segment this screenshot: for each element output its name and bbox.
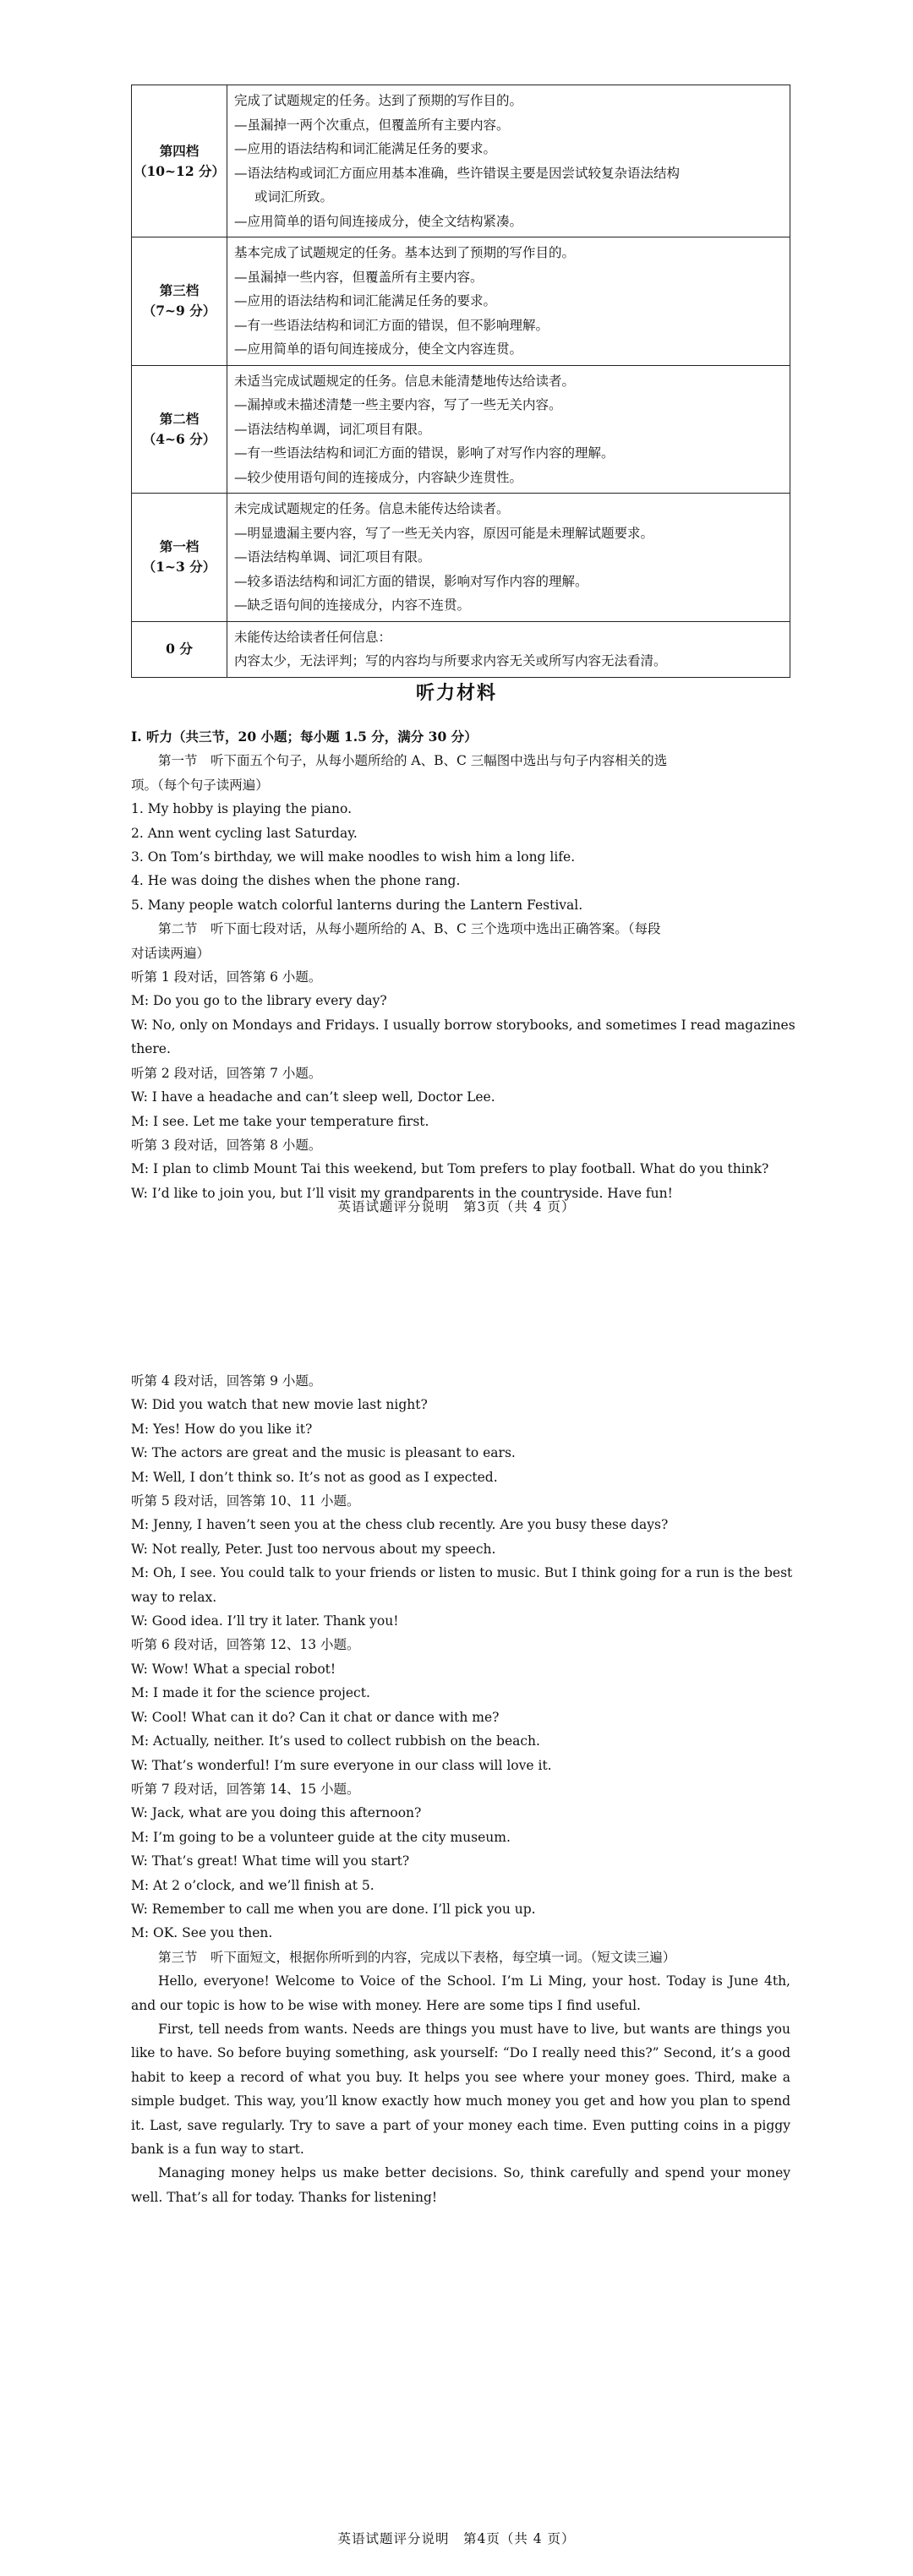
- text-line: 2. Ann went cycling last Saturday.: [131, 825, 358, 841]
- grade-level-cell: [132, 237, 227, 366]
- grade-description: [227, 621, 790, 677]
- grade-criterion: —漏掉或未描述清楚一些主要内容，写了一些无关内容。: [234, 397, 562, 412]
- text-line: W: Wow! What a special robot!: [131, 1661, 336, 1677]
- grade-range: （7~9 分）: [142, 303, 216, 319]
- text-line: M: OK. See you then.: [131, 1925, 273, 1941]
- text-line: 对话读两遍）: [131, 945, 210, 961]
- passage-paragraph: Hello, everyone! Welcome to Voice of the School. I’m Li Ming, your host. Today is June 4th, and our topic is how to be wise with money. Here are some tips I find useful.: [131, 1973, 790, 2013]
- text-line: 听第 7 段对话，回答第 14、15 小题。: [131, 1781, 360, 1797]
- text-line: 第三节 听下面短文，根据你所听到的内容，完成以下表格，每空填一词。（短文读三遍）: [158, 1949, 676, 1965]
- text-line: M: I see. Let me take your temperature first.: [131, 1113, 429, 1129]
- text-line: 第二节 听下面七段对话，从每小题所给的 A、B、C 三个选项中选出正确答案。（每段: [158, 921, 661, 937]
- text-line: W: Remember to call me when you are done. I’ll pick you up.: [131, 1901, 536, 1917]
- grade-description: [227, 365, 790, 494]
- grade-criterion: 完成了试题规定的任务。达到了预期的写作目的。: [234, 93, 523, 108]
- grade-row: [132, 365, 790, 494]
- page-footer-3: 英语试题评分说明 第3页（共 4 页）: [337, 1199, 576, 1214]
- grade-criterion: —有一些语法结构和词汇方面的错误，影响了对写作内容的理解。: [234, 445, 615, 461]
- text-line: W: Good idea. I’ll try it later. Thank you!: [131, 1613, 399, 1629]
- text-line: 听第 3 段对话，回答第 8 小题。: [131, 1137, 322, 1153]
- text-line: way to relax.: [131, 1589, 217, 1605]
- grade-criterion: 内容太少，无法评判；写的内容均与所要求内容无关或所写内容无法看清。: [234, 653, 667, 669]
- grade-level-cell: [132, 85, 227, 237]
- grade-description: [227, 85, 790, 237]
- grade-range: （10~12 分）: [133, 162, 226, 179]
- text-line: 项。（每个句子读两遍）: [131, 777, 269, 793]
- text-line: 听第 5 段对话，回答第 10、11 小题。: [131, 1493, 360, 1509]
- grade-level-cell: [132, 621, 227, 677]
- text-line: W: No, only on Mondays and Fridays. I usually borrow storybooks, and sometimes I read magazines: [131, 1017, 795, 1033]
- grade-level: 第二档: [159, 410, 200, 427]
- grade-criterion: —缺乏语句间的连接成分，内容不连贯。: [234, 598, 471, 613]
- text-line: W: That’s great! What time will you start?: [131, 1853, 410, 1869]
- text-line: W: I have a headache and can’t sleep well, Doctor Lee.: [131, 1089, 495, 1105]
- grade-criterion: —应用简单的语句间连接成分，使全文结构紧凑。: [234, 213, 523, 229]
- text-line: 1. My hobby is playing the piano.: [131, 801, 353, 817]
- grade-level-cell: [132, 365, 227, 494]
- grade-criterion: —较多语法结构和词汇方面的错误，影响对写作内容的理解。: [234, 573, 588, 589]
- text-line: M: Oh, I see. You could talk to your friends or listen to music. But I think going for a run is the best: [131, 1565, 793, 1581]
- text-line: M: Well, I don’t think so. It’s not as good as I expected.: [131, 1469, 498, 1485]
- grade-criterion: 未完成试题规定的任务。信息未能传达给读者。: [234, 501, 510, 516]
- text-line: 听第 1 段对话，回答第 6 小题。: [131, 969, 322, 985]
- text-line: M: I’m going to be a volunteer guide at the city museum.: [131, 1829, 511, 1845]
- grade-criterion: —语法结构单调、词汇项目有限。: [234, 549, 431, 565]
- grade-level: 第四档: [159, 142, 200, 159]
- text-line: W: Did you watch that new movie last night?: [131, 1397, 428, 1413]
- part2-lines: [131, 1369, 793, 1969]
- grade-description: [227, 237, 790, 366]
- text-line: M: Actually, neither. It’s used to collect rubbish on the beach.: [131, 1733, 540, 1749]
- grade-range: （4~6 分）: [142, 430, 216, 447]
- text-line: W: Jack, what are you doing this afternoon?: [131, 1805, 422, 1821]
- section-title: 听力材料: [415, 682, 497, 704]
- grade-row: [132, 494, 790, 622]
- text-line: M: Do you go to the library every day?: [131, 993, 387, 1009]
- grade-criterion: —虽漏掉一两个次重点，但覆盖所有主要内容。: [234, 117, 510, 133]
- text-line: W: That’s wonderful! I’m sure everyone in our class will love it.: [131, 1757, 552, 1773]
- grade-level: 0 分: [166, 641, 193, 657]
- grade-criterion: 基本完成了试题规定的任务。基本达到了预期的写作目的。: [234, 245, 576, 260]
- passage-paragraph: Managing money helps us make better decisions. So, think carefully and spend your money well. That’s all for today. Thanks for listening!: [131, 2165, 790, 2205]
- grade-level: 第三档: [159, 282, 200, 299]
- passage-paragraph: First, tell needs from wants. Needs are things you must have to live, but wants are things you like to have. So before buying something, ask yourself: “Do I really need this?” Second, it’s a good habit to keep a record of what you buy. It helps you see where your money goes. Third, make a simple budget. This way, you’ll know exactly how much money you get and how you plan to spend it. Last, save regularly. Try to save a part of your money each time. Even putting coins in a piggy bank is a fun way to start.: [131, 2021, 790, 2157]
- listening-part-1: [131, 725, 795, 1205]
- grade-criterion: —语法结构或词汇方面应用基本准确，些许错误主要是因尝试较复杂语法结构: [234, 165, 681, 181]
- grade-criterion: —较少使用语句间的连接成分，内容缺少连贯性。: [234, 469, 523, 485]
- text-line: M: Jenny, I haven’t seen you at the chess club recently. Are you busy these days?: [131, 1517, 669, 1533]
- text-line: W: Cool! What can it do? Can it chat or dance with me?: [131, 1709, 500, 1725]
- grade-criterion: 未能传达给读者任何信息：: [234, 629, 392, 645]
- grade-criterion: —应用简单的语句间连接成分，使全文内容连贯。: [234, 341, 523, 357]
- grade-range: （1~3 分）: [142, 559, 216, 576]
- text-line: 5. Many people watch colorful lanterns during the Lantern Festival.: [131, 897, 583, 913]
- text-line: W: The actors are great and the music is pleasant to ears.: [131, 1445, 516, 1461]
- text-line: M: I made it for the science project.: [131, 1685, 370, 1701]
- grade-criterion: 或词汇所致。: [254, 189, 334, 205]
- part1-lines: [131, 749, 795, 1205]
- grading-table: [131, 85, 790, 678]
- text-line: M: I plan to climb Mount Tai this weekend, but Tom prefers to play football. What do you think?: [131, 1161, 769, 1177]
- text-line: 4. He was doing the dishes when the phone rang.: [131, 873, 461, 889]
- passage: [131, 1969, 790, 2209]
- text-line: 第一节 听下面五个句子，从每小题所给的 A、B、C 三幅图中选出与句子内容相关的选: [158, 753, 668, 769]
- grade-level-cell: [132, 494, 227, 622]
- grade-description: [227, 494, 790, 622]
- grade-criterion: —明显遗漏主要内容，写了一些无关内容，原因可能是未理解试题要求。: [234, 525, 654, 541]
- grade-level: 第一档: [159, 538, 200, 555]
- grade-row: [132, 85, 790, 237]
- text-line: W: Not really, Peter. Just too nervous about my speech.: [131, 1541, 496, 1557]
- grade-criterion: —虽漏掉一些内容，但覆盖所有主要内容。: [234, 269, 484, 285]
- text-line: M: Yes! How do you like it?: [131, 1421, 313, 1437]
- text-line: 3. On Tom’s birthday, we will make noodles to wish him a long life.: [131, 849, 576, 865]
- grade-criterion: 未适当完成试题规定的任务。信息未能清楚地传达给读者。: [234, 373, 576, 389]
- grade-criterion: —有一些语法结构和词汇方面的错误，但不影响理解。: [234, 317, 549, 333]
- listening-heading: I. 听力（共三节，20 小题；每小题 1.5 分，满分 30 分）: [131, 729, 478, 745]
- text-line: W: I’d like to join you, but I’ll visit my grandparents in the countryside. Have fun!: [131, 1185, 673, 1201]
- grade-row: [132, 237, 790, 366]
- grade-criterion: —应用的语法结构和词汇能满足任务的要求。: [234, 293, 497, 308]
- page-footer-4: 英语试题评分说明 第4页（共 4 页）: [337, 2531, 576, 2546]
- text-line: 听第 6 段对话，回答第 12、13 小题。: [131, 1637, 360, 1653]
- grade-criterion: —应用的语法结构和词汇能满足任务的要求。: [234, 141, 497, 156]
- text-line: 听第 4 段对话，回答第 9 小题。: [131, 1373, 322, 1389]
- text-line: M: At 2 o’clock, and we’ll finish at 5.: [131, 1877, 374, 1893]
- grade-criterion: —语法结构单调，词汇项目有限。: [234, 421, 431, 437]
- grade-row: [132, 621, 790, 677]
- text-line: 听第 2 段对话，回答第 7 小题。: [131, 1065, 322, 1081]
- listening-part-2: [131, 1369, 793, 2209]
- text-line: there.: [131, 1041, 171, 1057]
